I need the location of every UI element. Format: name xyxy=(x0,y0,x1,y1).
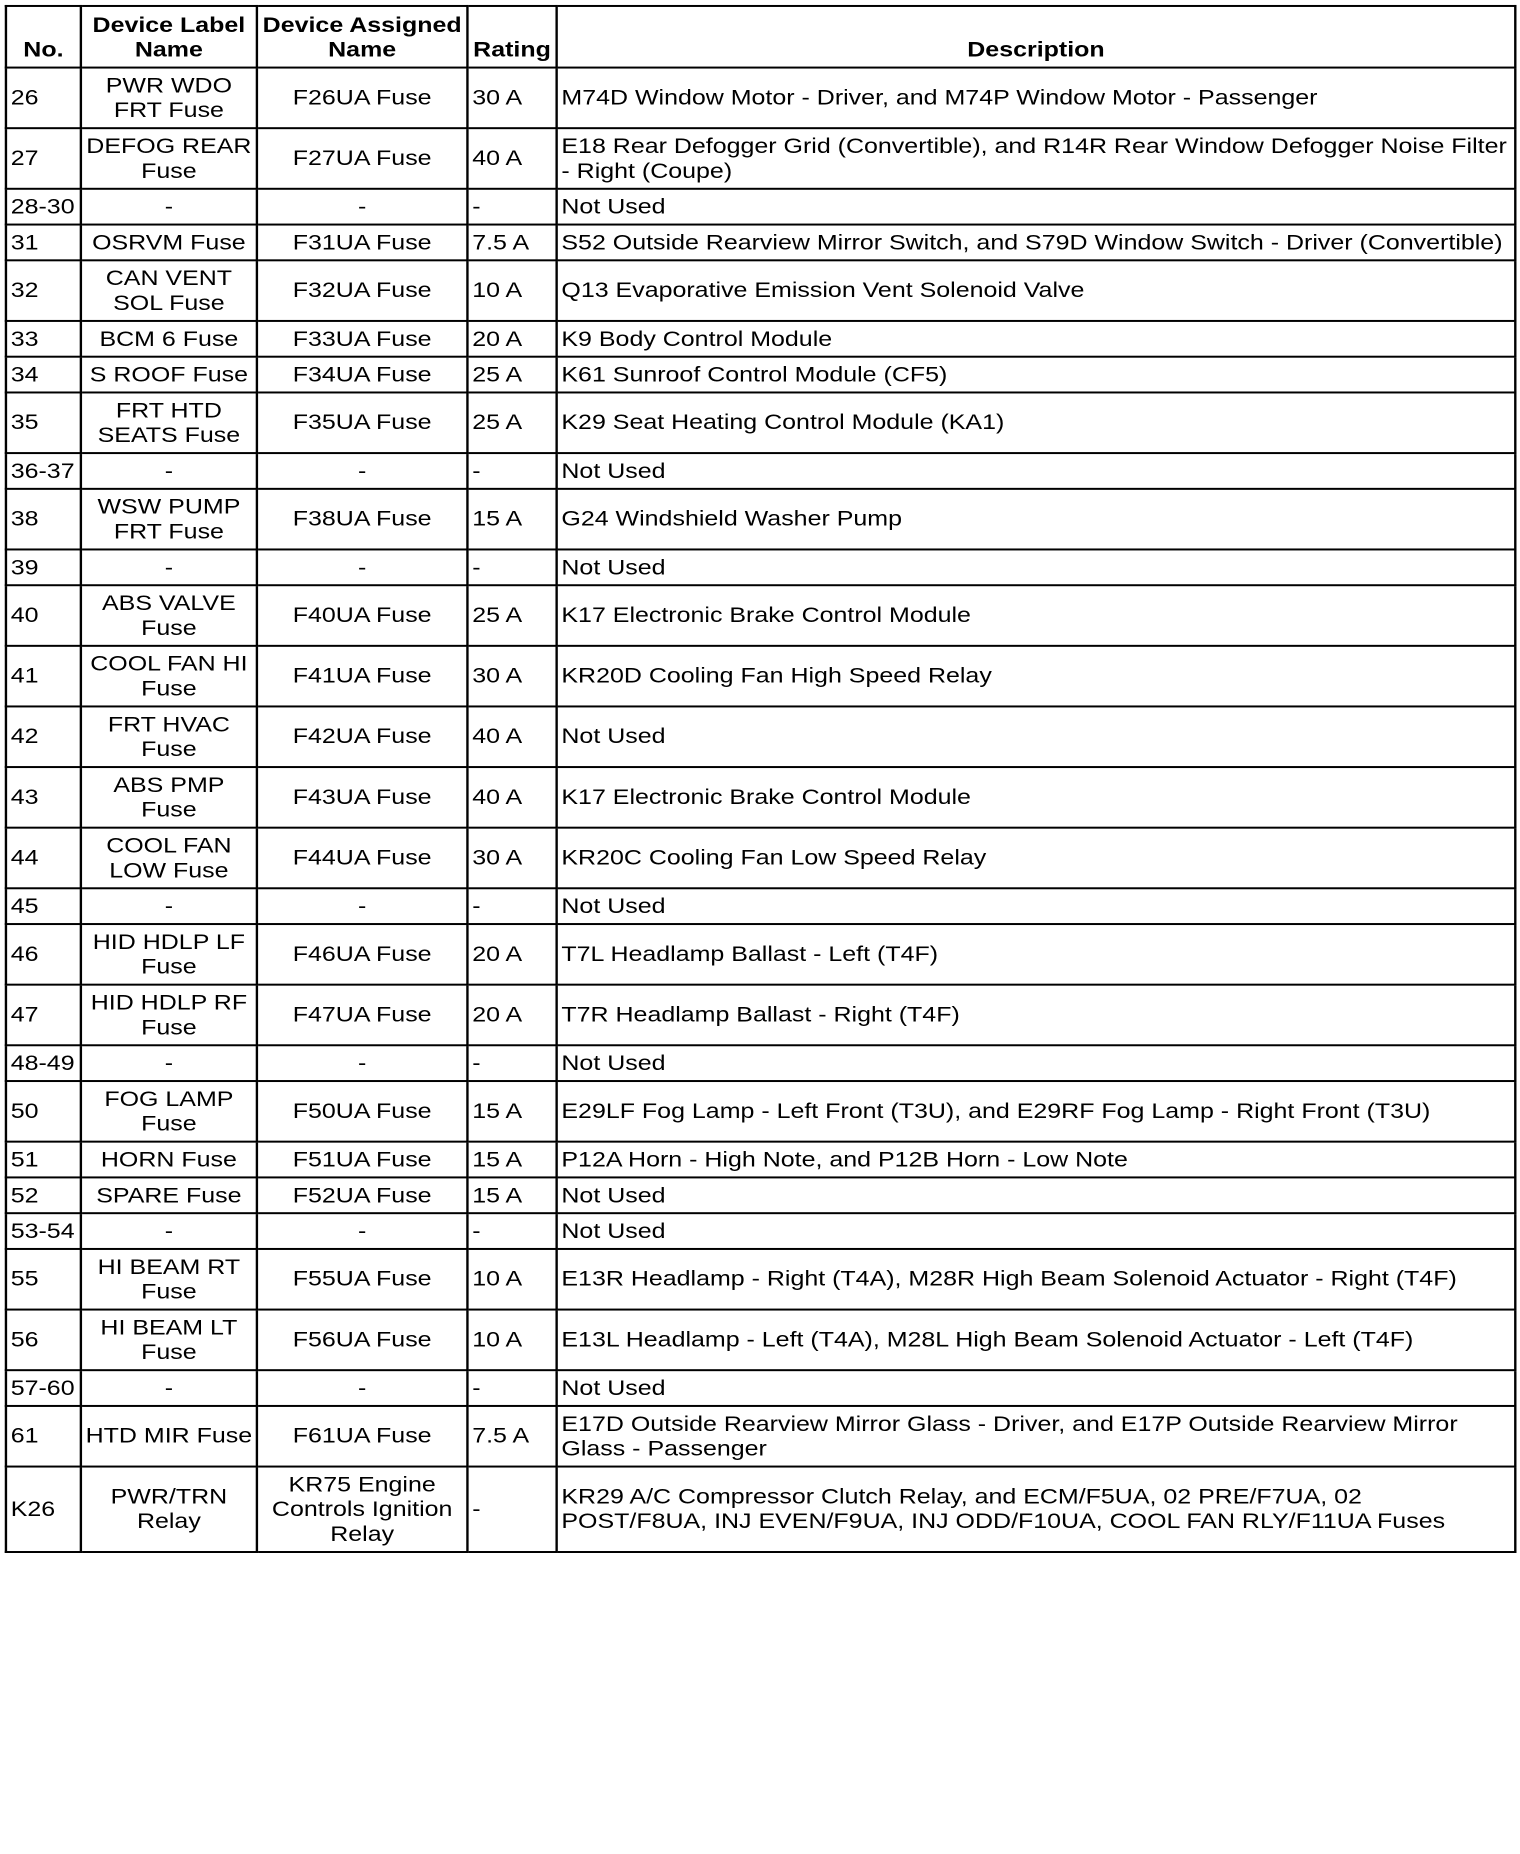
cell-device-label: BCM 6 Fuse xyxy=(81,321,257,357)
cell-description: Q13 Evaporative Emission Vent Solenoid Valve xyxy=(557,260,1516,321)
cell-device-label: FRT HTD SEATS Fuse xyxy=(81,392,257,453)
cell-device-label: HID HDLP RF Fuse xyxy=(81,985,257,1046)
cell-device-label: - xyxy=(81,1370,257,1406)
cell-device-label: - xyxy=(81,1213,257,1249)
cell-no: 36-37 xyxy=(6,453,81,489)
cell-device-label: DEFOG REAR Fuse xyxy=(81,128,257,189)
cell-no: 51 xyxy=(6,1142,81,1178)
cell-rating: 10 A xyxy=(467,1249,556,1310)
table-row xyxy=(6,357,1515,393)
table-row xyxy=(6,1045,1515,1081)
cell-description: KR20D Cooling Fan High Speed Relay xyxy=(557,646,1516,707)
table-row xyxy=(6,68,1515,129)
cell-no: 26 xyxy=(6,68,81,129)
cell-description: Not Used xyxy=(557,549,1516,585)
table-row xyxy=(6,1249,1515,1310)
cell-description: KR29 A/C Compressor Clutch Relay, and ECM/F5UA, 02 PRE/F7UA, 02 POST/F8UA, INJ EVEN/F9UA, INJ ODD/F10UA, COOL FAN RLY/F11UA Fuses xyxy=(557,1467,1516,1552)
cell-device-label: - xyxy=(81,189,257,225)
table-row xyxy=(6,585,1515,646)
cell-no: 41 xyxy=(6,646,81,707)
table-body xyxy=(6,68,1515,1552)
table-row xyxy=(6,1310,1515,1371)
cell-description: E18 Rear Defogger Grid (Convertible), and R14R Rear Window Defogger Noise Filter - Right (Coupe) xyxy=(557,128,1516,189)
cell-assigned-name: F40UA Fuse xyxy=(257,585,468,646)
header-description: Description xyxy=(557,6,1516,68)
cell-assigned-name: F34UA Fuse xyxy=(257,357,468,393)
cell-rating: - xyxy=(467,189,556,225)
cell-device-label: COOL FAN HI Fuse xyxy=(81,646,257,707)
cell-no: 42 xyxy=(6,706,81,767)
cell-no: 52 xyxy=(6,1177,81,1213)
cell-device-label: - xyxy=(81,1045,257,1081)
cell-assigned-name: F32UA Fuse xyxy=(257,260,468,321)
table-row xyxy=(6,489,1515,550)
cell-description: T7L Headlamp Ballast - Left (T4F) xyxy=(557,924,1516,985)
cell-no: 32 xyxy=(6,260,81,321)
cell-no: 44 xyxy=(6,828,81,889)
cell-no: 61 xyxy=(6,1406,81,1467)
table-row xyxy=(6,828,1515,889)
cell-description: Not Used xyxy=(557,189,1516,225)
cell-description: Not Used xyxy=(557,1213,1516,1249)
cell-no: 45 xyxy=(6,888,81,924)
cell-device-label: COOL FAN LOW Fuse xyxy=(81,828,257,889)
cell-no: 50 xyxy=(6,1081,81,1142)
cell-rating: 30 A xyxy=(467,68,556,129)
cell-assigned-name: F43UA Fuse xyxy=(257,767,468,828)
cell-rating: 15 A xyxy=(467,1177,556,1213)
table-row xyxy=(6,767,1515,828)
cell-no: 31 xyxy=(6,225,81,261)
cell-no: 57-60 xyxy=(6,1370,81,1406)
cell-description: E29LF Fog Lamp - Left Front (T3U), and E29RF Fog Lamp - Right Front (T3U) xyxy=(557,1081,1516,1142)
table-row xyxy=(6,1142,1515,1178)
cell-rating: 25 A xyxy=(467,392,556,453)
cell-assigned-name: KR75 Engine Controls Ignition Relay xyxy=(257,1467,468,1552)
cell-device-label: ABS PMP Fuse xyxy=(81,767,257,828)
table-row xyxy=(6,888,1515,924)
cell-assigned-name: F42UA Fuse xyxy=(257,706,468,767)
cell-no: 55 xyxy=(6,1249,81,1310)
cell-rating: 30 A xyxy=(467,646,556,707)
cell-device-label: PWR/TRN Relay xyxy=(81,1467,257,1552)
cell-rating: 40 A xyxy=(467,706,556,767)
cell-assigned-name: - xyxy=(257,549,468,585)
table-row xyxy=(6,1370,1515,1406)
cell-rating: 10 A xyxy=(467,260,556,321)
cell-assigned-name: F46UA Fuse xyxy=(257,924,468,985)
cell-description: E17D Outside Rearview Mirror Glass - Driver, and E17P Outside Rearview Mirror Glass - Passenger xyxy=(557,1406,1516,1467)
cell-rating: 30 A xyxy=(467,828,556,889)
cell-no: 39 xyxy=(6,549,81,585)
cell-device-label: FRT HVAC Fuse xyxy=(81,706,257,767)
cell-device-label: PWR WDO FRT Fuse xyxy=(81,68,257,129)
cell-no: K26 xyxy=(6,1467,81,1552)
cell-description: P12A Horn - High Note, and P12B Horn - Low Note xyxy=(557,1142,1516,1178)
cell-assigned-name: F50UA Fuse xyxy=(257,1081,468,1142)
header-device-assigned-name: Device Assigned Name xyxy=(257,6,468,68)
cell-assigned-name: - xyxy=(257,453,468,489)
cell-assigned-name: - xyxy=(257,189,468,225)
cell-assigned-name: F51UA Fuse xyxy=(257,1142,468,1178)
cell-device-label: HTD MIR Fuse xyxy=(81,1406,257,1467)
cell-description: K17 Electronic Brake Control Module xyxy=(557,585,1516,646)
cell-description: E13L Headlamp - Left (T4A), M28L High Beam Solenoid Actuator - Left (T4F) xyxy=(557,1310,1516,1371)
cell-assigned-name: F41UA Fuse xyxy=(257,646,468,707)
cell-no: 48-49 xyxy=(6,1045,81,1081)
table-row xyxy=(6,924,1515,985)
cell-rating: 15 A xyxy=(467,1081,556,1142)
cell-no: 40 xyxy=(6,585,81,646)
cell-no: 35 xyxy=(6,392,81,453)
cell-description: S52 Outside Rearview Mirror Switch, and S79D Window Switch - Driver (Convertible) xyxy=(557,225,1516,261)
cell-rating: 15 A xyxy=(467,1142,556,1178)
cell-description: K9 Body Control Module xyxy=(557,321,1516,357)
cell-device-label: HI BEAM RT Fuse xyxy=(81,1249,257,1310)
cell-no: 46 xyxy=(6,924,81,985)
cell-device-label: SPARE Fuse xyxy=(81,1177,257,1213)
cell-assigned-name: F31UA Fuse xyxy=(257,225,468,261)
cell-device-label: WSW PUMP FRT Fuse xyxy=(81,489,257,550)
header-row xyxy=(6,6,1515,68)
table-row xyxy=(6,1213,1515,1249)
cell-description: T7R Headlamp Ballast - Right (T4F) xyxy=(557,985,1516,1046)
table-row xyxy=(6,260,1515,321)
cell-rating: - xyxy=(467,549,556,585)
cell-rating: 15 A xyxy=(467,489,556,550)
table-row xyxy=(6,985,1515,1046)
cell-rating: 25 A xyxy=(467,585,556,646)
cell-rating: - xyxy=(467,1045,556,1081)
cell-no: 43 xyxy=(6,767,81,828)
cell-rating: 7.5 A xyxy=(467,1406,556,1467)
table-row xyxy=(6,646,1515,707)
cell-rating: 20 A xyxy=(467,924,556,985)
cell-description: Not Used xyxy=(557,1370,1516,1406)
cell-rating: 25 A xyxy=(467,357,556,393)
cell-rating: - xyxy=(467,1213,556,1249)
cell-assigned-name: F35UA Fuse xyxy=(257,392,468,453)
cell-device-label: HORN Fuse xyxy=(81,1142,257,1178)
cell-no: 28-30 xyxy=(6,189,81,225)
cell-rating: - xyxy=(467,453,556,489)
table-row xyxy=(6,1081,1515,1142)
cell-description: Not Used xyxy=(557,706,1516,767)
cell-no: 53-54 xyxy=(6,1213,81,1249)
cell-description: M74D Window Motor - Driver, and M74P Window Motor - Passenger xyxy=(557,68,1516,129)
cell-no: 34 xyxy=(6,357,81,393)
table-row xyxy=(6,453,1515,489)
cell-device-label: HI BEAM LT Fuse xyxy=(81,1310,257,1371)
cell-rating: - xyxy=(467,1370,556,1406)
cell-device-label: OSRVM Fuse xyxy=(81,225,257,261)
cell-device-label: - xyxy=(81,549,257,585)
cell-no: 38 xyxy=(6,489,81,550)
cell-assigned-name: F38UA Fuse xyxy=(257,489,468,550)
cell-assigned-name: F47UA Fuse xyxy=(257,985,468,1046)
cell-assigned-name: - xyxy=(257,1213,468,1249)
cell-description: Not Used xyxy=(557,1045,1516,1081)
table-row xyxy=(6,1177,1515,1213)
table-row xyxy=(6,1467,1515,1552)
cell-description: E13R Headlamp - Right (T4A), M28R High Beam Solenoid Actuator - Right (T4F) xyxy=(557,1249,1516,1310)
cell-device-label: CAN VENT SOL Fuse xyxy=(81,260,257,321)
cell-assigned-name: - xyxy=(257,888,468,924)
table-row xyxy=(6,392,1515,453)
cell-description: Not Used xyxy=(557,453,1516,489)
cell-assigned-name: F26UA Fuse xyxy=(257,68,468,129)
table-row xyxy=(6,128,1515,189)
cell-rating: 40 A xyxy=(467,128,556,189)
cell-no: 33 xyxy=(6,321,81,357)
cell-rating: 20 A xyxy=(467,985,556,1046)
cell-description: K17 Electronic Brake Control Module xyxy=(557,767,1516,828)
table-row xyxy=(6,189,1515,225)
cell-assigned-name: F52UA Fuse xyxy=(257,1177,468,1213)
fuse-table xyxy=(5,5,1517,1553)
cell-device-label: S ROOF Fuse xyxy=(81,357,257,393)
cell-assigned-name: F27UA Fuse xyxy=(257,128,468,189)
header-no: No. xyxy=(6,6,81,68)
cell-description: G24 Windshield Washer Pump xyxy=(557,489,1516,550)
cell-device-label: - xyxy=(81,453,257,489)
table-row xyxy=(6,1406,1515,1467)
cell-description: K61 Sunroof Control Module (CF5) xyxy=(557,357,1516,393)
table-row xyxy=(6,706,1515,767)
cell-description: KR20C Cooling Fan Low Speed Relay xyxy=(557,828,1516,889)
cell-assigned-name: F33UA Fuse xyxy=(257,321,468,357)
cell-assigned-name: - xyxy=(257,1370,468,1406)
table-row xyxy=(6,225,1515,261)
cell-assigned-name: F56UA Fuse xyxy=(257,1310,468,1371)
cell-device-label: HID HDLP LF Fuse xyxy=(81,924,257,985)
cell-assigned-name: F61UA Fuse xyxy=(257,1406,468,1467)
table-header xyxy=(6,6,1515,68)
table-row xyxy=(6,321,1515,357)
cell-device-label: - xyxy=(81,888,257,924)
cell-rating: 10 A xyxy=(467,1310,556,1371)
cell-assigned-name: F55UA Fuse xyxy=(257,1249,468,1310)
cell-assigned-name: - xyxy=(257,1045,468,1081)
cell-no: 27 xyxy=(6,128,81,189)
cell-rating: 20 A xyxy=(467,321,556,357)
cell-description: Not Used xyxy=(557,1177,1516,1213)
table-row xyxy=(6,549,1515,585)
cell-rating: - xyxy=(467,1467,556,1552)
header-rating: Rating xyxy=(467,6,556,68)
cell-rating: - xyxy=(467,888,556,924)
cell-no: 56 xyxy=(6,1310,81,1371)
cell-assigned-name: F44UA Fuse xyxy=(257,828,468,889)
cell-description: Not Used xyxy=(557,888,1516,924)
cell-rating: 40 A xyxy=(467,767,556,828)
cell-device-label: FOG LAMP Fuse xyxy=(81,1081,257,1142)
cell-no: 47 xyxy=(6,985,81,1046)
cell-description: K29 Seat Heating Control Module (KA1) xyxy=(557,392,1516,453)
cell-rating: 7.5 A xyxy=(467,225,556,261)
header-device-label-name: Device Label Name xyxy=(81,6,257,68)
cell-device-label: ABS VALVE Fuse xyxy=(81,585,257,646)
